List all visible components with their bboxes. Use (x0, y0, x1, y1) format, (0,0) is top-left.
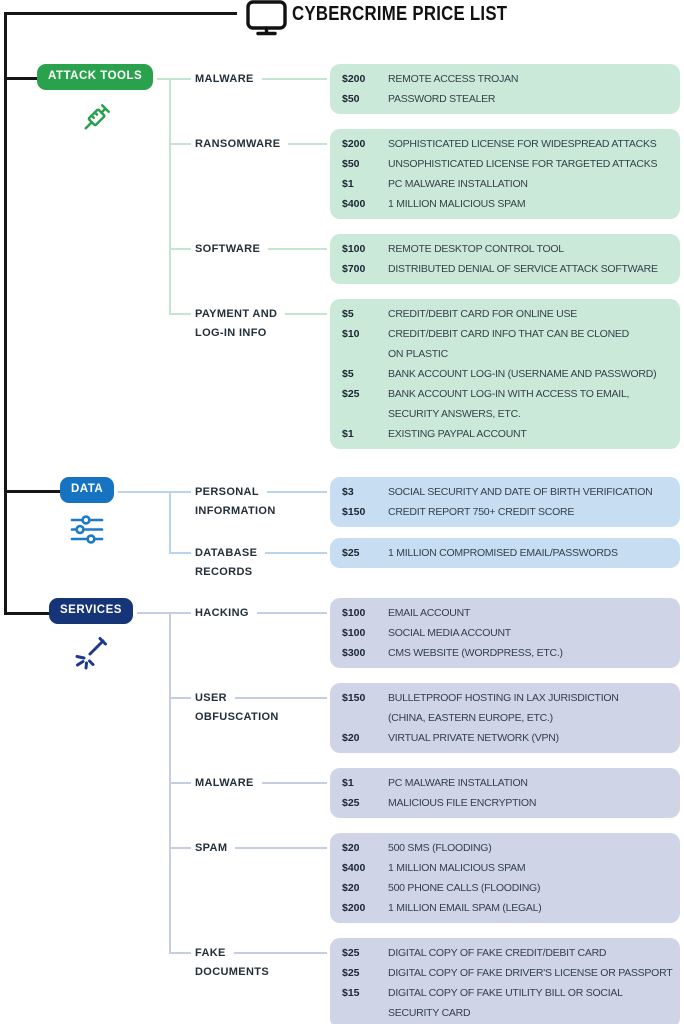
price-description (388, 364, 676, 384)
price-description-line: DISTRIBUTED DENIAL OF SERVICE ATTACK SOFTWARE (388, 263, 658, 275)
price-description-line: DIGITAL COPY OF FAKE DRIVER'S LICENSE OR PASSPORT (388, 967, 673, 979)
label-connector-line (257, 612, 327, 614)
subcategory-label-text: MALWARE (195, 73, 254, 85)
price-description (388, 482, 676, 502)
price-row (330, 838, 680, 858)
price-description (388, 603, 676, 623)
subcategory-label-row (195, 482, 330, 502)
label-connector-line (288, 143, 327, 145)
price-row (330, 89, 680, 109)
subcategory-label-row (195, 543, 330, 563)
subcategory-spam (195, 833, 680, 923)
price-value: $25 (342, 947, 360, 959)
price-value: $20 (342, 842, 360, 854)
price-row (330, 858, 680, 878)
subcategory-label-text: RANSOMWARE (195, 138, 281, 150)
price-description-line: EMAIL ACCOUNT (388, 607, 471, 619)
price-value: $700 (342, 263, 366, 275)
price-description-line: SOPHISTICATED LICENSE FOR WIDESPREAD ATTACKS (388, 138, 657, 150)
price-value: $10 (342, 328, 360, 340)
price-description (388, 89, 676, 109)
subcategory-malware (195, 768, 680, 818)
price-panel (330, 938, 680, 1024)
subcategory-user-obfuscation (195, 683, 680, 753)
price-row (330, 364, 680, 384)
price-value: $200 (342, 138, 366, 150)
price-value: $150 (342, 506, 366, 518)
subcategory-label (195, 683, 330, 727)
tree-branch-data (4, 490, 61, 493)
subcategory-label-text: DATABASE (195, 547, 258, 559)
price-row (330, 773, 680, 793)
connector-line (169, 847, 191, 849)
subcategory-hacking (195, 598, 680, 668)
wand-icon (74, 636, 108, 675)
price-row (330, 963, 680, 983)
price-description-line: SECURITY CARD (388, 1007, 471, 1019)
connector-line (169, 78, 171, 315)
price-description (388, 304, 676, 324)
price-panel (330, 598, 680, 668)
price-description-line: 1 MILLION MALICIOUS SPAM (388, 198, 526, 210)
price-row (330, 194, 680, 214)
price-row (330, 793, 680, 813)
price-description (388, 239, 676, 259)
price-description (388, 259, 676, 279)
price-description (388, 793, 676, 813)
subcategory-label (195, 538, 330, 582)
price-description (388, 623, 676, 643)
subcategory-list-attack-tools (195, 64, 680, 449)
price-panel (330, 833, 680, 923)
price-row (330, 502, 680, 522)
price-description (388, 688, 676, 728)
price-description-line: CREDIT/DEBIT CARD FOR ONLINE USE (388, 308, 577, 320)
subcategory-list-services (195, 598, 680, 1024)
price-value: $200 (342, 73, 366, 85)
price-value: $200 (342, 902, 366, 914)
price-description-line: DIGITAL COPY OF FAKE CREDIT/DEBIT CARD (388, 947, 607, 959)
price-value: $400 (342, 862, 366, 874)
category-box-data: DATA (60, 477, 114, 503)
subcategory-label (195, 598, 330, 623)
label-connector-line (235, 847, 327, 849)
price-description-line: CMS WEBSITE (WORDPRESS, ETC.) (388, 647, 563, 659)
monitor-icon (245, 0, 289, 42)
label-connector-line (268, 248, 327, 250)
price-row (330, 943, 680, 963)
subcategory-label-row (195, 134, 330, 154)
tree-branch-services (4, 612, 50, 615)
price-description-line: EXISTING PAYPAL ACCOUNT (388, 428, 527, 440)
price-value: $100 (342, 243, 366, 255)
subcategory-label-text: INFORMATION (195, 505, 276, 517)
price-description-line: UNSOPHISTICATED LICENSE FOR TARGETED ATTACKS (388, 158, 658, 170)
subcategory-personal-information (195, 477, 680, 527)
tree-line-top (4, 12, 237, 15)
price-row (330, 482, 680, 502)
price-panel (330, 538, 680, 568)
price-value: $1 (342, 777, 354, 789)
price-description-line: VIRTUAL PRIVATE NETWORK (VPN) (388, 732, 559, 744)
price-description (388, 838, 676, 858)
price-description (388, 194, 676, 214)
price-value: $5 (342, 368, 354, 380)
price-value: $1 (342, 178, 354, 190)
subcategory-label-row (195, 773, 330, 793)
label-connector-line (285, 313, 327, 315)
price-value: $100 (342, 627, 366, 639)
subcategory-fake-documents (195, 938, 680, 1024)
price-description-line: CREDIT/DEBIT CARD INFO THAT CAN BE CLONED (388, 328, 630, 340)
price-row (330, 898, 680, 918)
price-description-line: (CHINA, EASTERN EUROPE, ETC.) (388, 712, 553, 724)
tree-branch-attack-tools (4, 77, 38, 80)
price-description (388, 134, 676, 154)
price-description (388, 878, 676, 898)
price-row (330, 69, 680, 89)
subcategory-label-row (195, 688, 330, 708)
price-description (388, 983, 676, 1023)
price-description-line: 1 MILLION COMPROMISED EMAIL/PASSWORDS (388, 547, 618, 559)
price-value: $150 (342, 692, 366, 704)
price-description-line: REMOTE DESKTOP CONTROL TOOL (388, 243, 564, 255)
price-description-line: PASSWORD STEALER (388, 93, 496, 105)
price-description (388, 154, 676, 174)
price-description-line: SOCIAL SECURITY AND DATE OF BIRTH VERIFICATION (388, 486, 653, 498)
syringe-icon (78, 102, 112, 141)
price-row (330, 603, 680, 623)
subcategory-software (195, 234, 680, 284)
price-description (388, 543, 676, 563)
connector-line (118, 491, 191, 493)
price-row (330, 324, 680, 364)
price-description (388, 728, 676, 748)
price-panel (330, 683, 680, 753)
price-panel (330, 477, 680, 527)
connector-line (137, 612, 191, 614)
subcategory-label-row (195, 603, 330, 623)
price-row (330, 134, 680, 154)
price-description-line: 1 MILLION MALICIOUS SPAM (388, 862, 526, 874)
price-description (388, 69, 676, 89)
subcategory-label-text: LOG-IN INFO (195, 327, 267, 339)
price-value: $50 (342, 93, 360, 105)
price-description-line: CREDIT REPORT 750+ CREDIT SCORE (388, 506, 575, 518)
price-row (330, 384, 680, 424)
subcategory-label (195, 299, 330, 343)
price-row (330, 304, 680, 324)
subcategory-label-text: PAYMENT AND (195, 308, 278, 320)
connector-line (169, 782, 191, 784)
price-description-line: 500 PHONE CALLS (FLOODING) (388, 882, 541, 894)
connector-line (169, 952, 191, 954)
price-description-line: PC MALWARE INSTALLATION (388, 777, 528, 789)
connector-line (169, 248, 191, 250)
price-description-line: 500 SMS (FLOODING) (388, 842, 492, 854)
subcategory-label-text: FAKE (195, 947, 226, 959)
subcategory-label-text: USER (195, 692, 227, 704)
price-row (330, 259, 680, 279)
subcategory-label-text: MALWARE (195, 777, 254, 789)
price-panel (330, 234, 680, 284)
connector-line (157, 78, 191, 80)
price-description (388, 943, 676, 963)
connector-line (169, 143, 191, 145)
price-value: $3 (342, 486, 354, 498)
label-connector-line (262, 782, 327, 784)
price-description (388, 502, 676, 522)
price-value: $300 (342, 647, 366, 659)
price-row (330, 728, 680, 748)
price-value: $25 (342, 797, 360, 809)
price-description-line: SECURITY ANSWERS, ETC. (388, 408, 521, 420)
subcategory-label (195, 938, 330, 982)
subcategory-label-row (195, 943, 330, 963)
connector-line (169, 491, 171, 554)
price-description-line: BULLETPROOF HOSTING IN LAX JURISDICTION (388, 692, 619, 704)
price-row (330, 174, 680, 194)
subcategory-label-text: PERSONAL (195, 486, 259, 498)
label-connector-line (234, 952, 327, 954)
subcategory-label-row (195, 838, 330, 858)
label-connector-line (265, 552, 327, 554)
price-row (330, 623, 680, 643)
price-description-line: BANK ACCOUNT LOG-IN WITH ACCESS TO EMAIL, (388, 388, 630, 400)
price-value: $1 (342, 428, 354, 440)
subcategory-paymentand-log-ininfo (195, 299, 680, 449)
price-value: $400 (342, 198, 366, 210)
price-description (388, 858, 676, 878)
subcategory-label-text: SOFTWARE (195, 243, 261, 255)
subcategory-label-text: RECORDS (195, 566, 253, 578)
subcategory-ransomware (195, 129, 680, 219)
price-panel (330, 64, 680, 114)
subcategory-label-row (195, 239, 330, 259)
price-row (330, 424, 680, 444)
subcategory-label (195, 833, 330, 858)
price-panel (330, 768, 680, 818)
connector-line (169, 552, 191, 554)
price-row (330, 983, 680, 1023)
price-description-line: PC MALWARE INSTALLATION (388, 178, 528, 190)
price-row (330, 154, 680, 174)
subcategory-label-text: DOCUMENTS (195, 966, 270, 978)
price-description-line: BANK ACCOUNT LOG-IN (USERNAME AND PASSWORD) (388, 368, 657, 380)
price-description (388, 324, 676, 364)
page-title: CYBERCRIME PRICE LIST (292, 3, 508, 25)
price-value: $15 (342, 987, 360, 999)
price-panel (330, 299, 680, 449)
price-row (330, 688, 680, 728)
label-connector-line (235, 697, 327, 699)
label-connector-line (267, 491, 327, 493)
subcategory-label-row (195, 304, 330, 324)
price-value: $25 (342, 388, 360, 400)
price-value: $25 (342, 967, 360, 979)
subcategory-label-text: OBFUSCATION (195, 711, 279, 723)
price-description (388, 424, 676, 444)
subcategory-label (195, 129, 330, 154)
price-row (330, 239, 680, 259)
price-description (388, 643, 676, 663)
category-box-services: SERVICES (49, 598, 133, 624)
price-description-line: ON PLASTIC (388, 348, 448, 360)
subcategory-malware (195, 64, 680, 114)
price-row (330, 543, 680, 563)
price-description-line: DIGITAL COPY OF FAKE UTILITY BILL OR SOCIAL (388, 987, 623, 999)
price-row (330, 878, 680, 898)
price-description-line: 1 MILLION EMAIL SPAM (LEGAL) (388, 902, 542, 914)
sliders-icon (70, 515, 104, 550)
subcategory-list-data (195, 477, 680, 582)
subcategory-label (195, 477, 330, 521)
price-value: $25 (342, 547, 360, 559)
price-description (388, 898, 676, 918)
price-value: $50 (342, 158, 360, 170)
price-value: $5 (342, 308, 354, 320)
price-panel (330, 129, 680, 219)
label-connector-line (262, 78, 327, 80)
price-description-line: SOCIAL MEDIA ACCOUNT (388, 627, 511, 639)
subcategory-label (195, 64, 330, 89)
price-description (388, 174, 676, 194)
price-description (388, 384, 676, 424)
price-description-line: MALICIOUS FILE ENCRYPTION (388, 797, 537, 809)
price-description (388, 963, 676, 983)
category-box-attack-tools: ATTACK TOOLS (37, 64, 153, 90)
connector-line (169, 697, 191, 699)
price-description (388, 773, 676, 793)
subcategory-database-records (195, 538, 680, 582)
price-value: $20 (342, 732, 360, 744)
subcategory-label (195, 768, 330, 793)
price-value: $20 (342, 882, 360, 894)
connector-line (169, 313, 191, 315)
price-value: $100 (342, 607, 366, 619)
price-description-line: REMOTE ACCESS TROJAN (388, 73, 519, 85)
subcategory-label-row (195, 69, 330, 89)
subcategory-label-text: HACKING (195, 607, 249, 619)
subcategory-label (195, 234, 330, 259)
price-row (330, 643, 680, 663)
tree-line-main-vertical (4, 12, 7, 614)
subcategory-label-text: SPAM (195, 842, 228, 854)
